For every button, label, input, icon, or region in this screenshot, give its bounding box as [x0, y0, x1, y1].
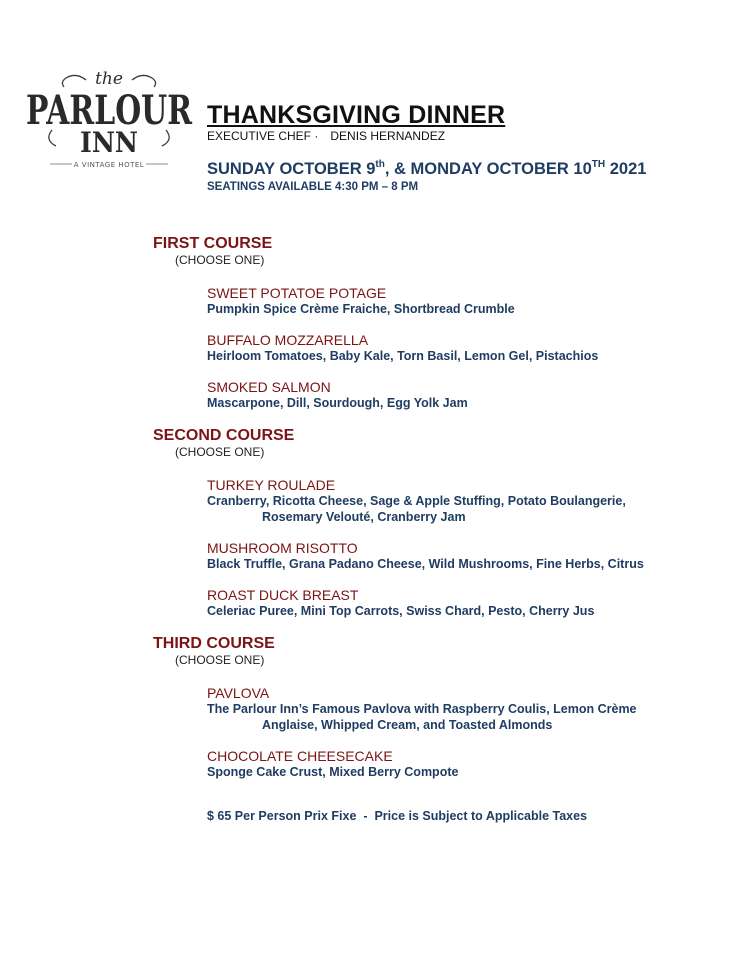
- item-description: Celeriac Puree, Mini Top Carrots, Swiss Chard, Pesto, Cherry Jus: [207, 604, 595, 618]
- item-description: Heirloom Tomatoes, Baby Kale, Torn Basil, Lemon Gel, Pistachios: [207, 349, 599, 363]
- menu-header: [207, 101, 727, 195]
- item-description: The Parlour Inn’s Famous Pavlova with Raspberry Coulis, Lemon Crème: [207, 702, 637, 716]
- seatings-available: SEATINGS AVAILABLE 4:30 PM – 8 PM: [207, 181, 419, 193]
- item-description-continued: Rosemary Velouté, Cranberry Jam: [262, 510, 466, 524]
- item-name: SWEET POTATOE POTAGE: [207, 285, 387, 301]
- menu-item: [207, 379, 727, 411]
- logo-inn: INN: [80, 126, 138, 159]
- menu-title: THANKSGIVING DINNER: [207, 101, 506, 129]
- first-course-title: FIRST COURSE: [153, 235, 273, 252]
- item-description: Black Truffle, Grana Padano Cheese, Wild Mushrooms, Fine Herbs, Citrus: [207, 557, 644, 571]
- logo-graphic: [24, 66, 194, 174]
- menu-item: [207, 540, 727, 572]
- logo-tagline: A VINTAGE HOTEL: [73, 161, 145, 169]
- item-name: MUSHROOM RISOTTO: [207, 540, 358, 556]
- first-course-choose: (CHOOSE ONE): [175, 253, 265, 267]
- parlour-inn-logo: [24, 66, 194, 174]
- second-course-choose: (CHOOSE ONE): [175, 445, 265, 459]
- item-description-continued: Anglaise, Whipped Cream, and Toasted Almonds: [262, 718, 553, 732]
- menu-item: [207, 285, 727, 317]
- item-description: Cranberry, Ricotta Cheese, Sage & Apple Stuffing, Potato Boulangerie,: [207, 494, 626, 508]
- menu-item: [207, 748, 727, 780]
- logo-name: PARLOUR: [26, 87, 193, 134]
- dates-part2: , & MONDAY OCTOBER 10: [384, 160, 592, 178]
- item-description: Mascarpone, Dill, Sourdough, Egg Yolk Jam: [207, 396, 468, 410]
- dates-part1: SUNDAY OCTOBER 9: [207, 160, 376, 178]
- item-name: TURKEY ROULADE: [207, 477, 336, 493]
- item-name: ROAST DUCK BREAST: [207, 587, 359, 603]
- item-name: SMOKED SALMON: [207, 379, 331, 395]
- chef-label: EXECUTIVE CHEF ·: [207, 129, 319, 143]
- chef-name: DENIS HERNANDEZ: [330, 129, 446, 143]
- item-name: CHOCOLATE CHEESECAKE: [207, 748, 393, 764]
- third-course-choose: (CHOOSE ONE): [175, 653, 265, 667]
- third-course-title: THIRD COURSE: [153, 635, 275, 652]
- logo-the: the: [95, 69, 123, 89]
- item-description: Pumpkin Spice Crème Fraiche, Shortbread Crumble: [207, 302, 515, 316]
- menu-item: [207, 685, 727, 733]
- executive-chef-line: [207, 129, 727, 143]
- dates-part3: 2021: [605, 160, 647, 178]
- event-dates: [207, 159, 727, 179]
- second-course-title: SECOND COURSE: [153, 427, 295, 444]
- dates-sup1: th: [375, 159, 385, 170]
- item-description: Sponge Cake Crust, Mixed Berry Compote: [207, 765, 459, 779]
- menu-item: [207, 332, 727, 364]
- menu-item: [207, 587, 727, 619]
- dates-sup2: TH: [591, 159, 606, 170]
- item-name: BUFFALO MOZZARELLA: [207, 332, 369, 348]
- menu-item: [207, 477, 727, 525]
- item-name: PAVLOVA: [207, 685, 270, 701]
- price-line: $ 65 Per Person Prix Fixe - Price is Subject to Applicable Taxes: [207, 809, 588, 823]
